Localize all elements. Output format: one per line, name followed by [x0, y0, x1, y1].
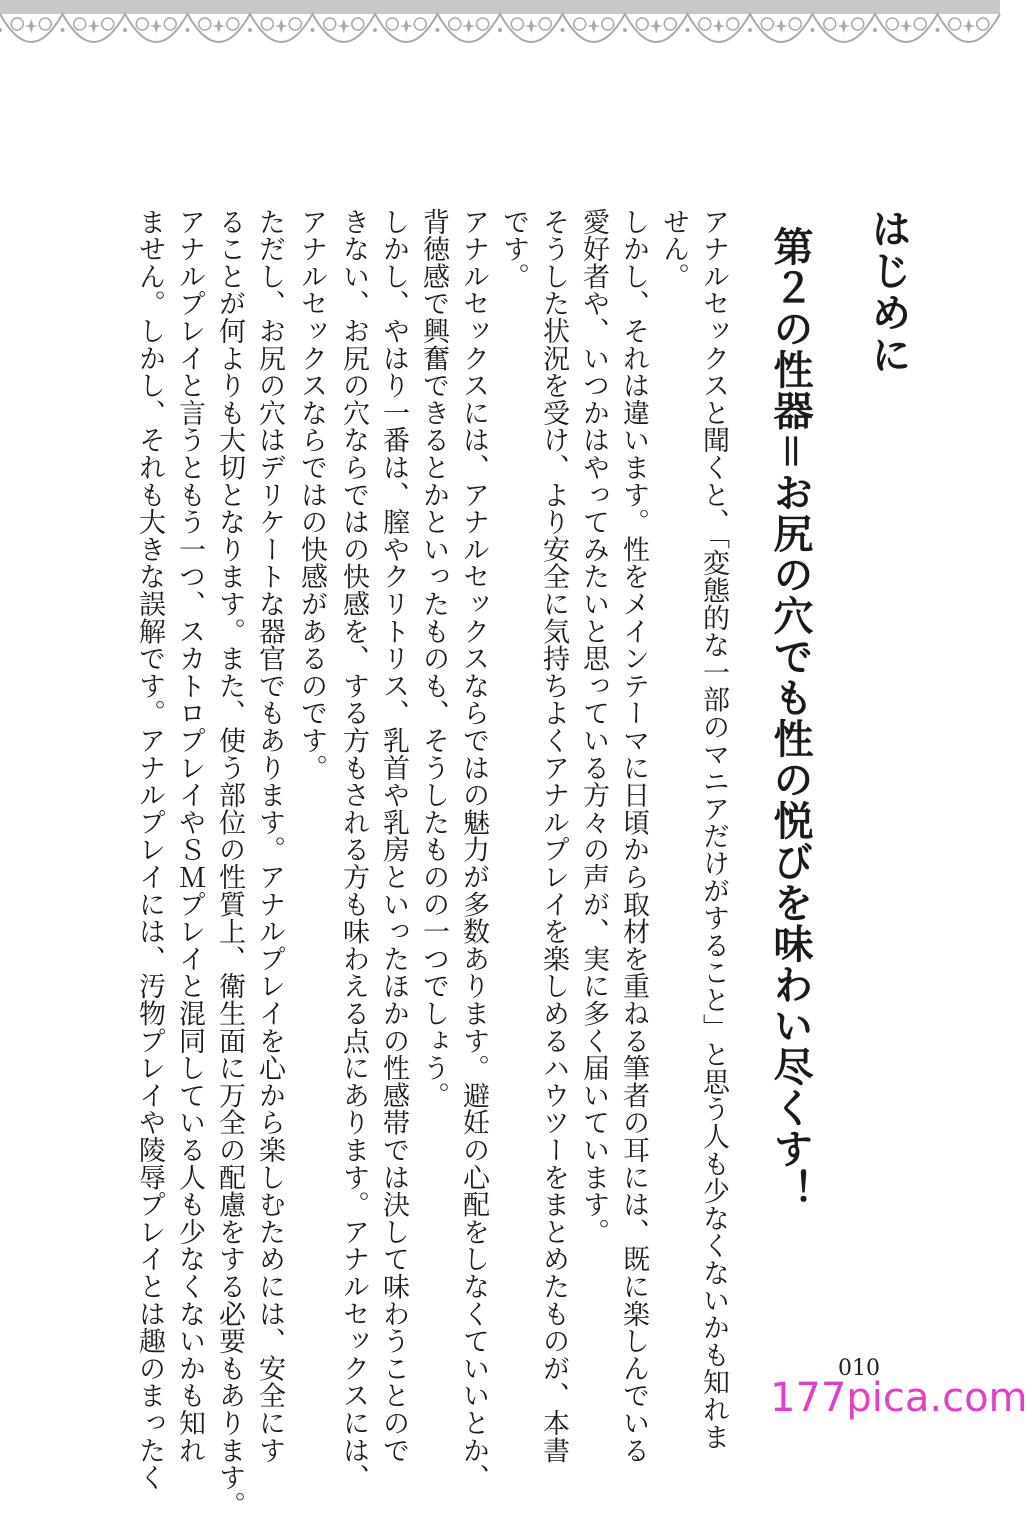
body-line: ません。しかし、それも大きな誤解です。アナルプレイには、汚物プレイや陵辱プレイとは趣のまったく: [134, 208, 165, 1492]
body-line: アナルセックスならではの快感があるのです。: [296, 208, 327, 782]
body-line: きない、お尻の穴ならではの快感を、する方もされる方も味わえる点にあります。アナルセックスには、: [338, 208, 369, 1492]
watermark-text: 177pica.com: [770, 1375, 1028, 1421]
section-title: はじめに: [865, 208, 911, 376]
body-line: ることが何よりも大切となります。また、使う部位の性質上、衛生面に万全の配慮をする必要もあります。: [214, 208, 245, 1518]
page-number: 010: [838, 1356, 880, 1381]
decorative-lace-border: [0, 0, 1000, 70]
body-line: そうした状況を受け、より安全に気持ちよくアナルプレイを楽しめるハウツーをまとめたものが、本書: [538, 208, 569, 1464]
body-line: アナルプレイと言うともう一つ、スカトロプレイやＳＭプレイと混同している人も少なくないかも知れ: [174, 208, 205, 1464]
body-line: アナルセックスには、アナルセックスならではの魅力が多数あります。避妊の心配をしなくていいとか、: [458, 208, 489, 1492]
body-line: しかし、それは違います。性をメインテーマに日頃から取材を重ねる筆者の耳には、既に楽しんでいる: [618, 208, 649, 1464]
body-line: アナルセックスと聞くと、「変態的な一部のマニアだけがすること」と思う人も少なくないかも知れま: [698, 208, 729, 1451]
body-line: 背徳感で興奮できるとかといったものも、そうしたものの一つでしょう。: [418, 208, 449, 1109]
body-line: せん。: [658, 208, 689, 290]
main-heading: 第２の性器＝お尻の穴でも性の悦びを味わい尽くす！: [767, 226, 813, 1210]
body-line: しかし、やはり一番は、膣やクリトリス、乳首や乳房といったほかの性感帯では決して味わうことので: [378, 208, 409, 1464]
body-line: 愛好者や、いつかはやってみたいと思っている方々の声が、実に多く届いています。: [578, 208, 609, 1246]
body-line: です。: [498, 208, 529, 290]
body-line: ただし、お尻の穴はデリケートな器官でもあります。アナルプレイを心から楽しむためには、安全にす: [254, 208, 285, 1464]
